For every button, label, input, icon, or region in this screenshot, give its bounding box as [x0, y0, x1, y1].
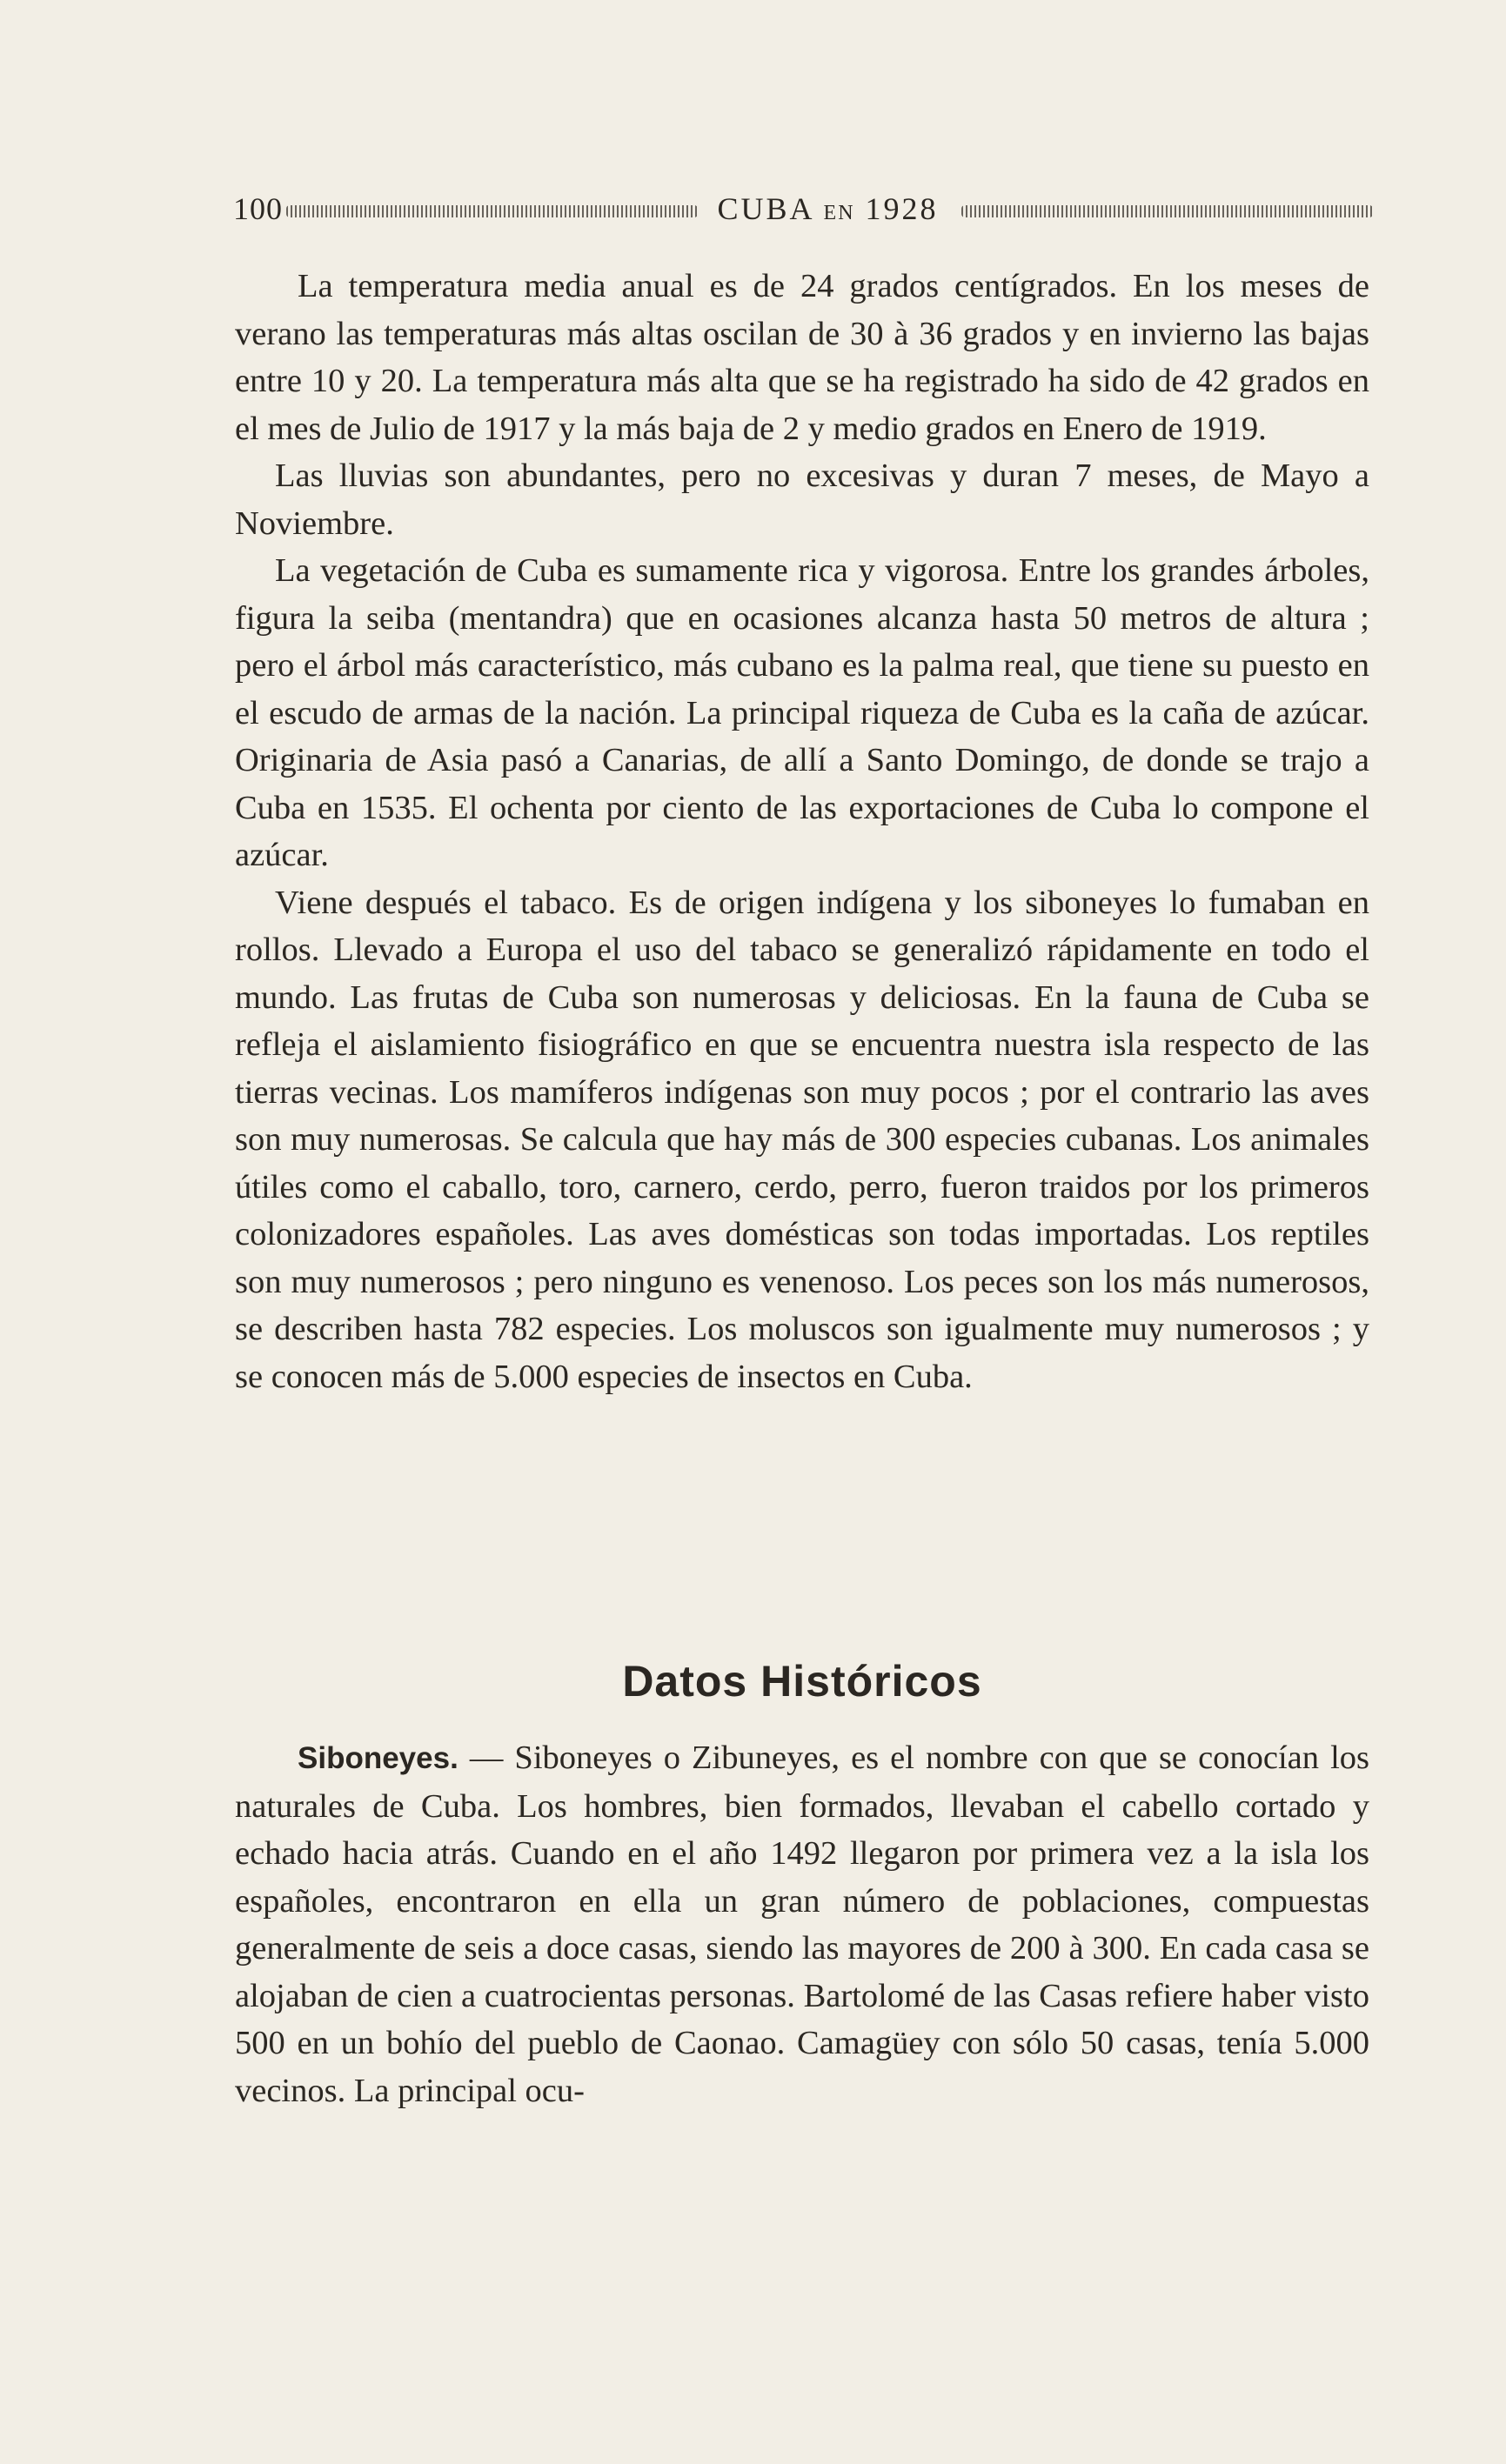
page-number: 100 — [233, 191, 283, 226]
ornamental-rule-right — [961, 205, 1373, 217]
section-heading: Datos Históricos — [622, 1657, 982, 1706]
running-title — [717, 190, 938, 227]
em-dash: — — [458, 1739, 515, 1776]
running-title-a: CUBA — [717, 191, 813, 226]
paragraph-temperature: La temperatura media anual es de 24 grados centígrados. En los meses de verano las temperaturas más altas oscilan de 30 à 36 grados y en invierno las bajas entre 10 y 20. La temperatura más alta que se ha registrado ha sido de 42 grados en el mes de Julio de 1917 y la más baja de 2 y medio grados en Enero de 1919. — [235, 268, 1369, 447]
section-text — [235, 1734, 1369, 2114]
paragraph-siboneyes-text: Siboneyes o Zibuneyes, es el nombre con que se conocían los naturales de Cuba. Los hombres, bien formados, llevaban el cabello cortado y echado hacia atrás. Cuando en el año 1492 llegaron por primera vez a la isla los españoles, encontraron en ella un gran número de poblaciones, compuestas generalmente de seis a doce casas, siendo las mayores de 200 à 300. En cada casa se alojaban de cien a cuatrocientas personas. Bartolomé de las Casas refiere haber visto 500 en un bohío del pueblo de Caonao. Camagüey con sólo 50 casas, tenía 5.000 vecinos. La principal ocu- — [235, 1739, 1370, 2109]
ornamental-rule-left — [286, 205, 698, 217]
paragraph-tobacco-fauna: Viene después el tabaco. Es de origen indígena y los siboneyes lo fumaban en rollos. Llevado a Europa el uso del tabaco se generalizó rápidamente en todo el mundo. Las frutas de Cuba son numerosas y deliciosas. En la fauna de Cuba se refleja el aislamiento fisiográfico en que se encuentra nuestra isla respecto de las tierras vecinas. Los mamíferos indígenas son muy pocos ; por el contrario las aves son muy numerosas. Se calcula que hay más de 300 especies cubanas. Los animales útiles como el caballo, toro, carnero, cerdo, perro, fueron traidos por los primeros colonizadores españoles. Las aves domésticas son todas importadas. Los reptiles son muy numerosos ; pero ninguno es venenoso. Los peces son los más numerosos, se describen hasta 782 especies. Los moluscos son igualmente muy numerosos ; y se conocen más de 5.000 especies de insectos en Cuba. — [235, 884, 1369, 1395]
paragraph-siboneyes — [235, 1734, 1369, 2114]
body-text — [235, 263, 1369, 1400]
paragraph-vegetation: La vegetación de Cuba es sumamente rica y vigorosa. Entre los grandes árboles, figura la seiba (mentandra) que en ocasiones alcanza hasta 50 metros de altura ; pero el árbol más característico, más cubano es la palma real, que tiene su puesto en el escudo de armas de la nación. La principal riqueza de Cuba es la caña de azúcar. Originaria de Asia pasó a Canarias, de allí a Santo Domingo, de donde se trajo a Cuba en 1535. El ochenta por ciento de las exportaciones de Cuba lo compone el azúcar. — [235, 552, 1369, 873]
running-title-c: 1928 — [865, 191, 939, 226]
running-title-b: EN — [823, 202, 855, 224]
lead-term: Siboneyes. — [298, 1741, 458, 1775]
paragraph-rain: Las lluvias son abundantes, pero no excesivas y duran 7 meses, de Mayo a Noviembre. — [235, 457, 1369, 542]
running-head — [233, 190, 1373, 228]
